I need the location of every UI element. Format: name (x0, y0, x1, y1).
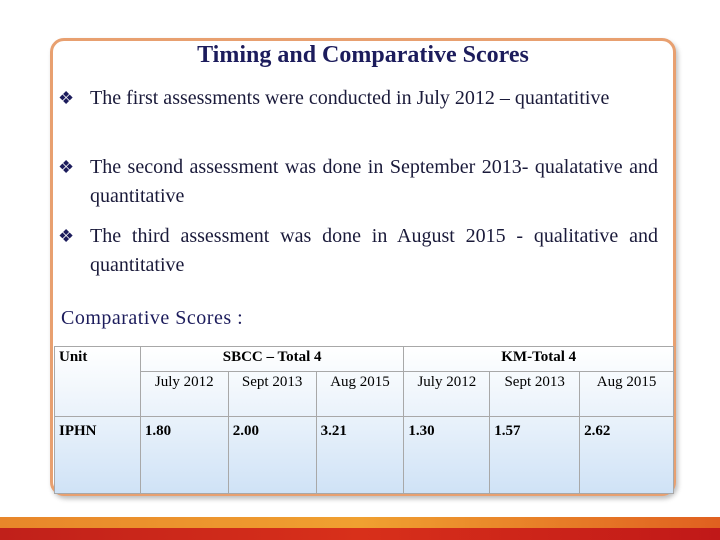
km-period-july-2012: July 2012 (404, 372, 490, 417)
bullet-text-2: The second assessment was done in September 2013- qualatative and quantitative (90, 156, 658, 207)
table-row (55, 417, 674, 494)
slide-title: Timing and Comparative Scores (197, 42, 529, 68)
sbcc-period-aug-2015: Aug 2015 (316, 372, 404, 417)
diamond-bullet-icon: ❖ (58, 88, 75, 108)
diamond-bullet-icon: ❖ (58, 157, 75, 177)
sbcc-score-2013: 2.00 (228, 417, 316, 494)
km-group-header: KM-Total 4 (404, 347, 674, 372)
bullet-item-3 (58, 222, 658, 280)
sbcc-score-2012: 1.80 (140, 417, 228, 494)
unit-cell: IPHN (55, 417, 141, 494)
scores-heading: Comparative Scores : (61, 307, 244, 329)
scores-table (54, 346, 674, 494)
sbcc-group-header: SBCC – Total 4 (140, 347, 404, 372)
bullet-text-1: The first assessments were conducted in July 2012 – quantatitive (90, 87, 610, 109)
diamond-bullet-icon: ❖ (58, 226, 75, 246)
unit-header: Unit (55, 347, 141, 417)
km-score-2015: 2.62 (580, 417, 674, 494)
bullet-text-3: The third assessment was done in August 2015 - qualitative and quantitative (90, 225, 658, 276)
sbcc-score-2015: 3.21 (316, 417, 404, 494)
bullet-item-1 (58, 84, 658, 113)
km-period-aug-2015: Aug 2015 (580, 372, 674, 417)
km-score-2012: 1.30 (404, 417, 490, 494)
footer-bar-orange (0, 517, 720, 528)
km-period-sept-2013: Sept 2013 (490, 372, 580, 417)
sbcc-period-sept-2013: Sept 2013 (228, 372, 316, 417)
sbcc-period-july-2012: July 2012 (140, 372, 228, 417)
km-score-2013: 1.57 (490, 417, 580, 494)
footer-bar-red (0, 528, 720, 540)
bullet-item-2 (58, 153, 658, 211)
